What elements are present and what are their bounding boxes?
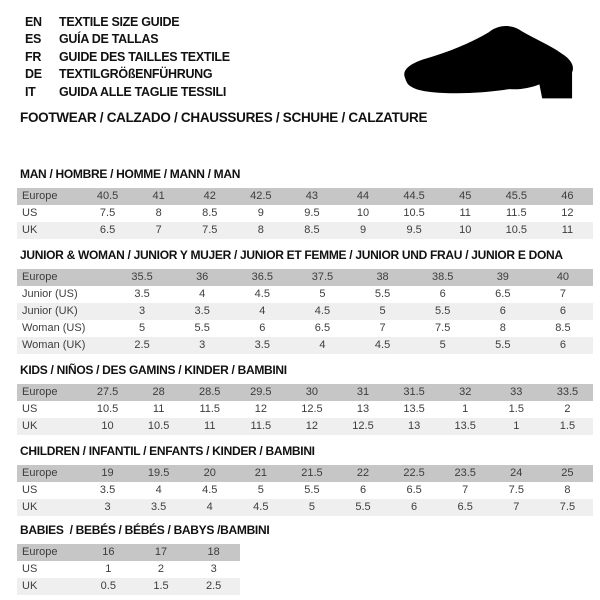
size-cell: 6 [533,337,593,354]
size-cell: 11.5 [506,207,527,219]
size-cell: 41 [133,188,184,205]
size-cell: 5 [353,303,413,320]
size-cell: 45.5 [491,188,542,205]
size-cell: 2 [564,403,571,415]
size-cell: 24 [491,465,542,482]
size-cell: 2 [157,563,165,575]
size-cell: 23.5 [440,465,491,482]
size-cell: 40.5 [82,188,133,205]
size-cell: 13 [356,403,370,415]
size-cell: 6 [359,484,367,496]
size-cell: 38.5 [413,269,473,286]
language-label: TEXTILGRÖßENFÜHRUNG [59,67,213,82]
size-cell: 13.5 [403,403,425,415]
size-cell: 5.5 [473,337,533,354]
size-cell: 3.5 [133,499,184,516]
size-cell: 16 [82,544,135,561]
size-cell: 11 [459,207,471,219]
table-row [17,482,593,499]
size-cell: 12 [254,403,267,415]
size-cell: 1.5 [135,578,188,595]
size-cell: 20 [184,465,235,482]
size-cell: 2.5 [187,578,240,595]
size-cell: 7.5 [542,499,593,516]
table-row [17,205,593,222]
row-label: Europe [17,465,82,482]
size-cell: 7.5 [99,207,116,219]
language-row [25,83,230,101]
size-cell: 45 [440,188,491,205]
table-row [17,561,240,578]
size-cell: 5 [413,337,473,354]
language-code: EN [25,14,42,29]
language-label: GUIDA ALLE TAGLIE TESSILI [59,84,227,99]
row-label: Europe [17,384,82,401]
size-cell: 4 [232,303,292,320]
row-label: US [22,563,38,575]
table-row [17,578,240,595]
size-cell: 13.5 [440,418,491,435]
size-cell: 8 [499,322,506,334]
row-label: Junior (UK) [17,303,112,320]
size-cell: 6.5 [406,484,422,496]
size-cell: 4 [199,288,206,300]
size-cell: 3 [112,303,172,320]
size-cell: 11 [152,403,165,415]
size-cell: 7.5 [184,222,235,239]
row-label: Europe [17,269,112,286]
size-cell: 21 [235,465,286,482]
size-cell: 9.5 [304,207,320,219]
size-cell: 29.5 [235,384,286,401]
language-row [25,66,230,84]
language-code: FR [25,49,42,64]
size-cell: 38 [353,269,413,286]
size-cell: 6.5 [314,322,331,334]
size-cell: 22.5 [389,465,440,482]
size-cell: 3.5 [172,303,232,320]
size-cell: 3 [82,499,133,516]
size-cell: 11 [184,418,235,435]
size-cell: 1 [105,563,112,575]
language-label: GUÍA DE TALLAS [59,32,159,47]
size-cell: 10 [356,207,370,219]
size-cell: 5 [257,484,264,496]
row-label: Europe [17,188,82,205]
size-cell: 43 [286,188,337,205]
size-cell: 36.5 [232,269,292,286]
size-cell: 6 [533,303,593,320]
size-table-section [17,524,269,595]
size-cell: 3 [210,563,217,575]
size-cell: 7 [559,288,566,300]
size-cell: 12 [286,418,337,435]
size-cell: 12 [561,207,574,219]
size-cell: 13 [389,418,440,435]
row-label: Europe [17,544,82,561]
table-row [17,303,593,320]
size-cell: 4 [292,337,352,354]
size-cell: 7 [133,222,184,239]
size-cell: 5 [286,499,337,516]
table-row [17,465,593,482]
row-label: US [22,484,38,496]
size-cell: 6 [389,499,440,516]
size-table [17,384,593,435]
size-cell: 18 [187,544,240,561]
table-row [17,401,593,418]
size-cell: 5 [319,288,326,300]
size-cell: 10.5 [133,418,184,435]
size-table-section [17,445,593,516]
size-cell: 31 [337,384,388,401]
size-cell: 8 [155,207,162,219]
size-cell: 0.5 [82,578,135,595]
size-cell: 12.5 [301,403,323,415]
language-row [25,13,230,31]
table-row [17,337,593,354]
row-label: Woman (US) [22,322,86,334]
size-cell: 6 [473,303,533,320]
size-cell: 6.5 [440,499,491,516]
size-table-section [17,168,593,239]
size-cell: 32 [440,384,491,401]
size-cell: 4 [155,484,162,496]
size-cell: 44.5 [389,188,440,205]
table-title: JUNIOR & WOMAN / JUNIOR Y MUJER / JUNIOR ET FEMME / JUNIOR UND FRAU / JUNIOR E DONA [20,248,563,262]
size-cell: 5.5 [304,484,320,496]
size-cell: 7.5 [435,322,451,334]
size-cell: 4.5 [235,499,286,516]
size-cell: 33.5 [542,384,593,401]
row-label: UK [17,499,82,516]
size-cell: 8.5 [202,207,218,219]
size-cell: 8 [564,484,571,496]
size-cell: 6 [259,322,266,334]
size-table [17,188,593,239]
size-cell: 4.5 [292,303,352,320]
size-cell: 4.5 [254,288,270,300]
size-cell: 39 [473,269,533,286]
size-cell: 30 [286,384,337,401]
size-cell: 10 [440,222,491,239]
table-row [17,320,593,337]
table-row [17,269,593,286]
size-cell: 27.5 [82,384,133,401]
table-title: KIDS / NIÑOS / DES GAMINS / KINDER / BAMBINI [20,363,287,377]
size-cell: 10.5 [96,403,119,415]
language-row [25,48,230,66]
table-row [17,286,593,303]
size-cell: 31.5 [389,384,440,401]
size-cell: 3 [172,337,232,354]
size-cell: 5.5 [413,303,473,320]
size-cell: 9 [257,207,264,219]
size-cell: 10.5 [403,207,425,219]
size-cell: 37.5 [292,269,352,286]
table-row [17,499,593,516]
row-label: UK [17,418,82,435]
size-cell: 5.5 [374,288,391,300]
size-cell: 6 [439,288,446,300]
size-cell: 4 [184,499,235,516]
table-title: BABIES / BEBÉS / BÉBÉS / BABYS /BAMBINI [20,523,270,537]
size-table-section [17,364,593,435]
size-cell: 9 [337,222,388,239]
size-cell: 6.5 [82,222,133,239]
table-title: CHILDREN / INFANTIL / ENFANTS / KINDER / BAMBINI [20,444,315,458]
size-cell: 21.5 [286,465,337,482]
size-cell: 4.5 [353,337,413,354]
language-code: IT [25,84,36,99]
row-label: Woman (UK) [17,337,112,354]
language-label: TEXTILE SIZE GUIDE [59,14,180,29]
size-cell: 5.5 [194,322,210,334]
shoe-icon [393,20,585,104]
row-label: UK [17,578,82,595]
table-title: MAN / HOMBRE / HOMME / MANN / MAN [20,167,241,181]
size-cell: 3.5 [134,288,150,300]
size-cell: 3.5 [232,337,292,354]
size-cell: 8.5 [555,322,571,334]
size-cell: 40 [533,269,593,286]
size-cell: 5 [139,322,146,334]
size-cell: 1 [462,403,469,415]
language-code: ES [25,32,42,47]
size-cell: 7 [379,322,386,334]
size-cell: 11 [542,222,593,239]
size-cell: 2.5 [112,337,172,354]
table-row [17,222,593,239]
size-cell: 36 [172,269,232,286]
size-cell: 1.5 [508,403,524,415]
size-cell: 28 [133,384,184,401]
size-cell: 3.5 [99,484,116,496]
size-cell: 44 [337,188,388,205]
row-label: US [22,207,38,219]
size-cell: 10.5 [491,222,542,239]
size-cell: 7 [491,499,542,516]
table-row [17,544,240,561]
size-cell: 7.5 [508,484,524,496]
table-row [17,418,593,435]
row-label: Junior (US) [22,288,78,300]
size-table [17,269,593,354]
row-label: UK [17,222,82,239]
size-table-section [17,249,593,354]
size-cell: 35.5 [112,269,172,286]
language-list [25,13,230,101]
size-cell: 42 [184,188,235,205]
size-cell: 28.5 [184,384,235,401]
size-cell: 9.5 [389,222,440,239]
language-code: DE [25,67,42,82]
size-cell: 4.5 [202,484,218,496]
size-cell: 12.5 [337,418,388,435]
size-cell: 25 [542,465,593,482]
size-cell: 22 [337,465,388,482]
language-row [25,31,230,49]
size-cell: 6.5 [495,288,511,300]
table-row [17,188,593,205]
size-cell: 33 [491,384,542,401]
size-cell: 5.5 [337,499,388,516]
size-cell: 10 [82,418,133,435]
size-cell: 19 [82,465,133,482]
size-cell: 7 [462,484,469,496]
size-table [17,465,593,516]
size-cell: 8 [235,222,286,239]
size-table [17,544,240,595]
size-cell: 17 [135,544,188,561]
size-cell: 8.5 [286,222,337,239]
category-line: FOOTWEAR / CALZADO / CHAUSSURES / SCHUHE / CALZATURE [20,110,428,125]
size-cell: 42.5 [235,188,286,205]
row-label: US [22,403,38,415]
size-cell: 11.5 [235,418,286,435]
language-label: GUIDE DES TAILLES TEXTILE [59,49,230,64]
table-row [17,384,593,401]
size-cell: 46 [542,188,593,205]
size-cell: 1 [491,418,542,435]
size-cell: 19.5 [133,465,184,482]
size-cell: 1.5 [542,418,593,435]
size-cell: 11.5 [199,403,221,415]
